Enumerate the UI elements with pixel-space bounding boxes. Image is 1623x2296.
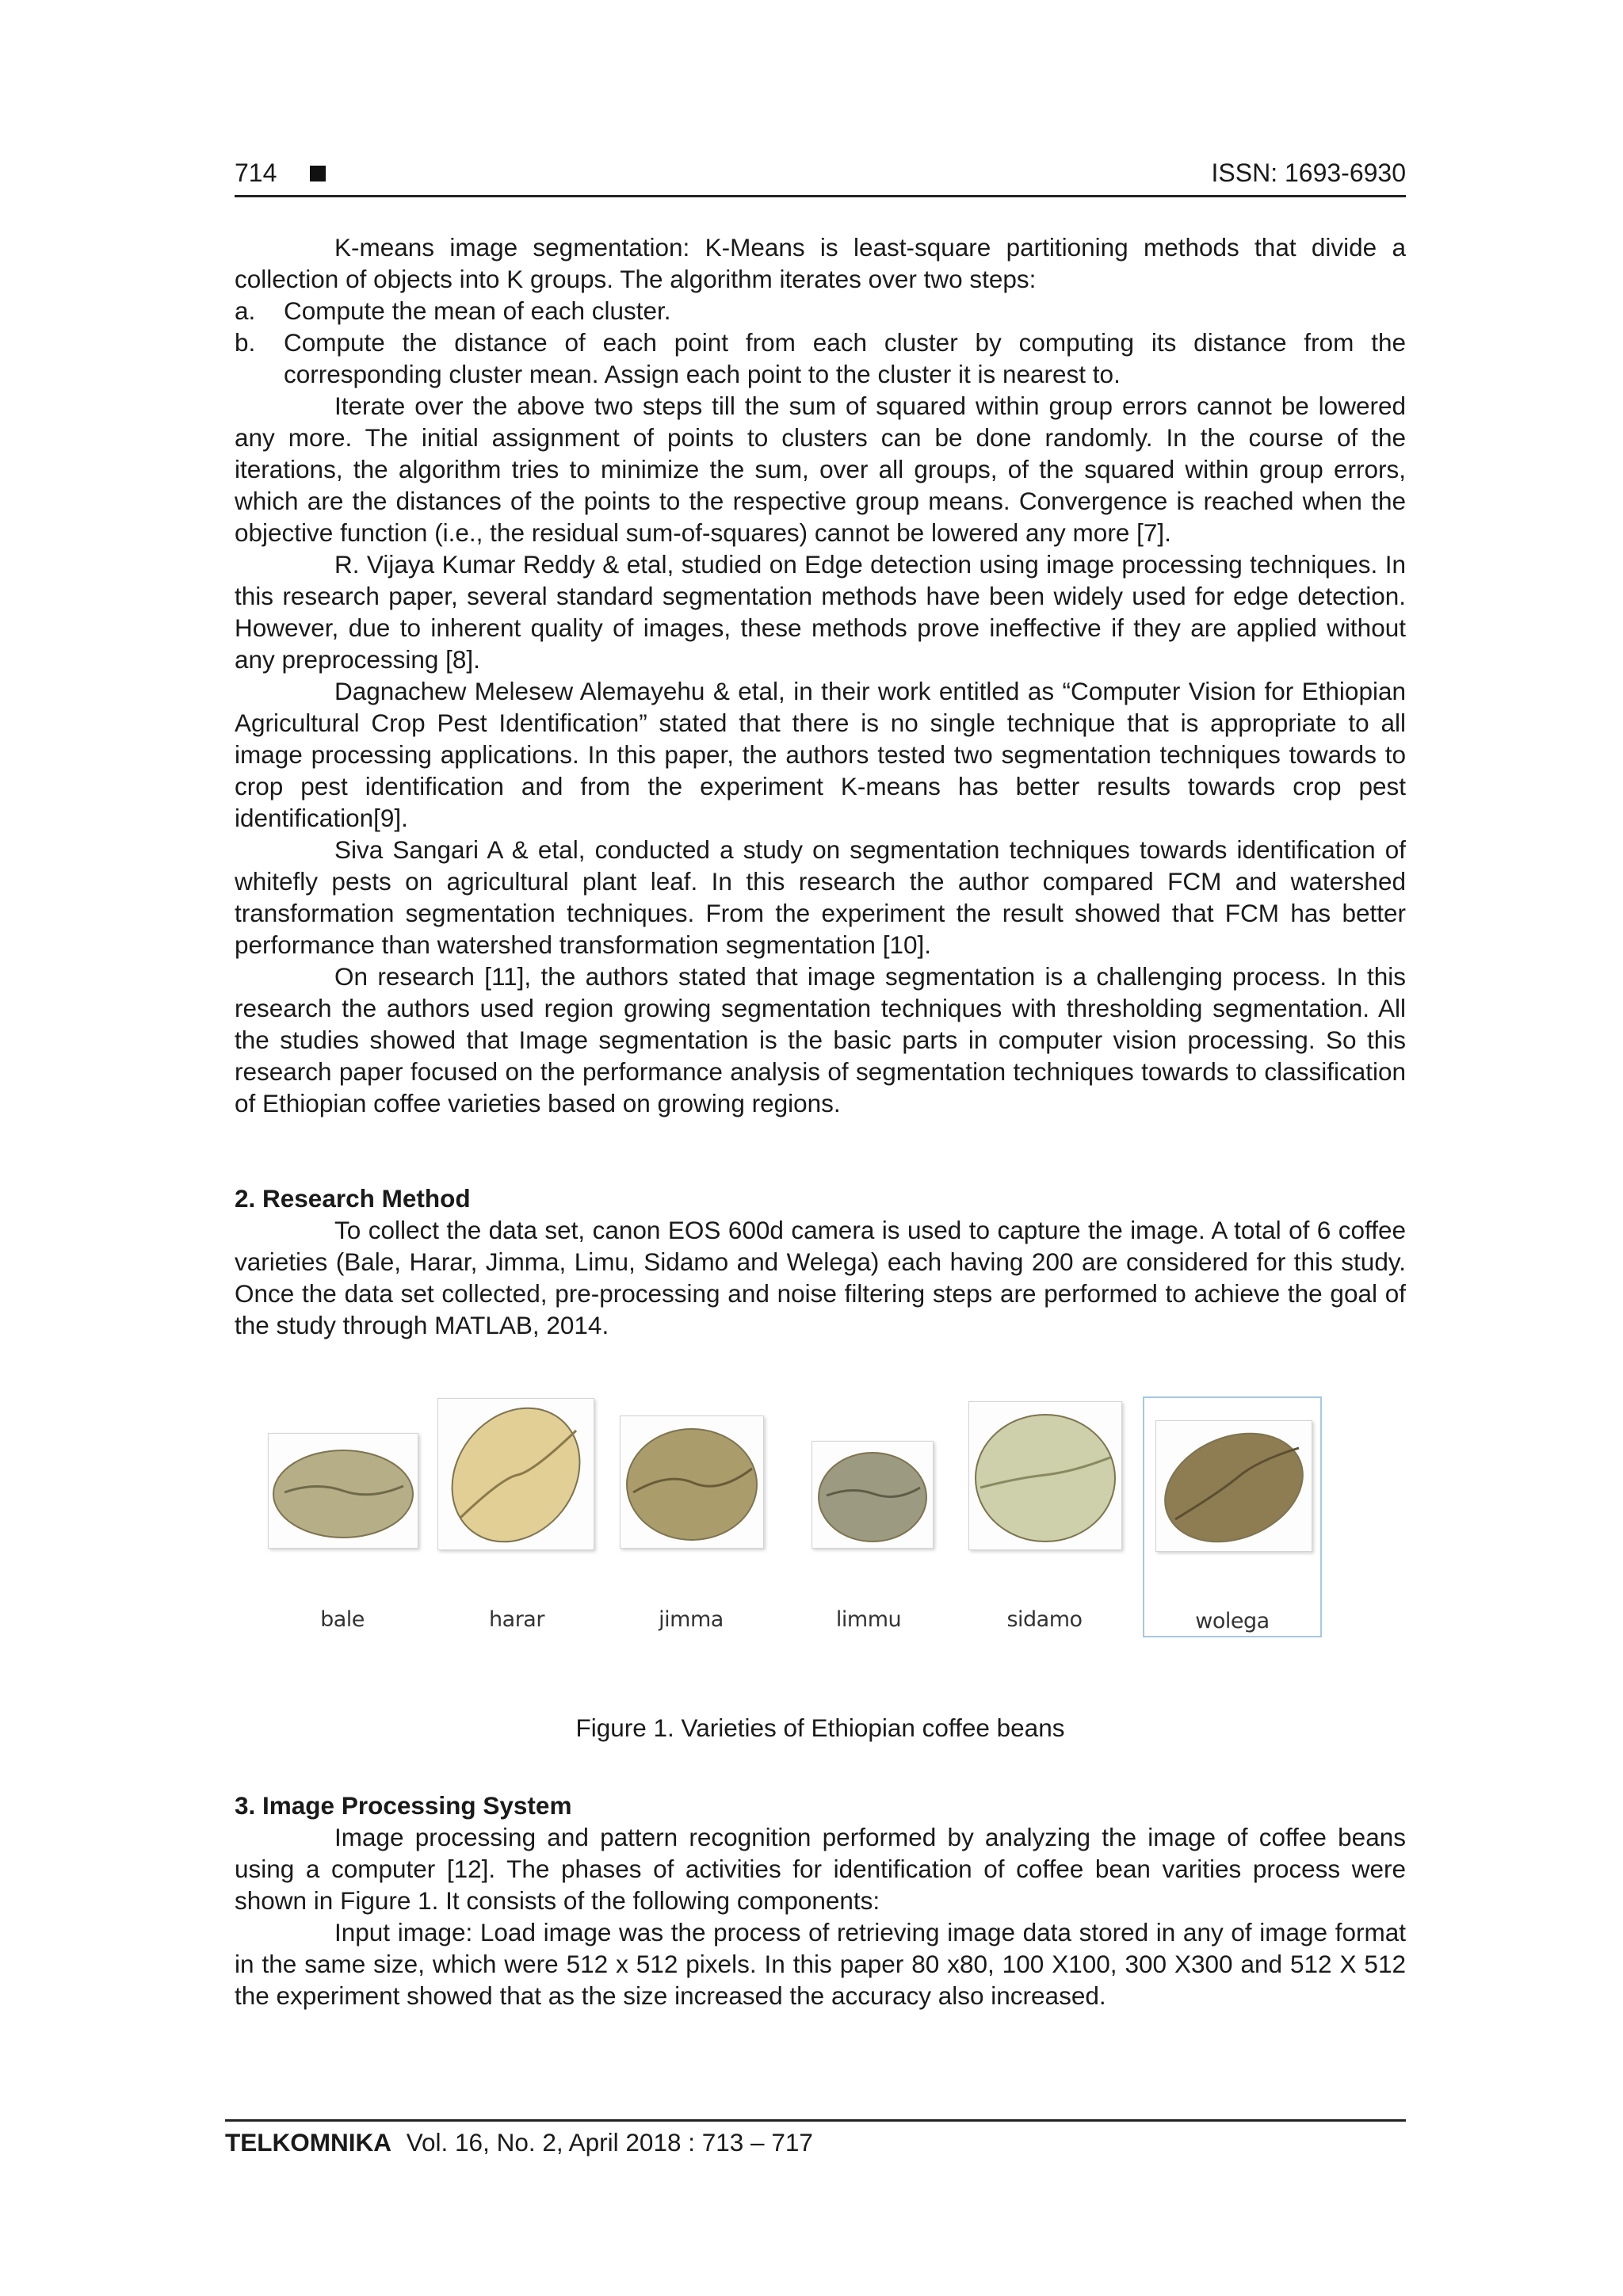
list-marker: b.	[235, 328, 256, 357]
paragraph-dagnachew: Dagnachew Melesew Alemayehu & etal, in their work entitled as “Computer Vision for Ethiopian Agricultural Crop Pest Identification” stated that there is no single technique that is appropriate to all image processing applications. In this paper, the authors tested two segmentation techniques towards to crop pest identification and from the experiment K-means has better results towards crop pest identification[9].	[235, 677, 1406, 832]
bean-label: jimma	[659, 1607, 724, 1632]
section-3-heading: 3. Image Processing System	[235, 1791, 572, 1820]
list-text: Compute the mean of each cluster.	[284, 296, 671, 325]
bean-card-wolega	[1143, 1396, 1322, 1637]
paragraph-reddy: R. Vijaya Kumar Reddy & etal, studied on Edge detection using image processing techniques. In this research paper, several standard segmentation methods have been widely used for edge detection. However, due to inherent quality of images, these methods prove ineffective if they are applied without any preprocessing [8].	[235, 550, 1406, 674]
journal-name: TELKOMNIKA	[225, 2128, 391, 2157]
bean-image	[812, 1442, 933, 1548]
bean-card-jimma	[612, 1396, 770, 1637]
list-item-step-b	[235, 327, 1406, 390]
bean-image	[621, 1416, 763, 1548]
page-number: 714	[235, 159, 277, 187]
paragraph-iterate: Iterate over the above two steps till the sum of squared within group errors cannot be lowered any more. The initial assignment of points to clusters can be done randomly. In the course of the iterations, the algorithm tries to minimize the sum, over all groups, of the squared within group errors, which are the distances of the points to the respective group means. Convergence is reached when the objective function (i.e., the residual sum-of-squares) cannot be lowered any more [7].	[235, 392, 1406, 547]
figure-caption: Figure 1. Varieties of Ethiopian coffee beans	[575, 1713, 1065, 1742]
section-3-text-2: Input image: Load image was the process of retrieving image data stored in any of image format in the same size, which were 512 x 512 pixels. In this paper 80 x80, 100 X100, 300 X300 and 512 X 512 the experiment showed that as the size increased the accuracy also increased.	[235, 1918, 1406, 2010]
bean-label: limmu	[835, 1607, 902, 1632]
paragraph-research-11: On research [11], the authors stated that image segmentation is a challenging process. In this research the authors used region growing segmentation techniques with thresholding segmentation. All the studies showed that Image segmentation is the basic parts in computer vision processing. So this research paper focused on the performance analysis of segmentation techniques towards to classification of Ethiopian coffee varieties based on growing regions.	[235, 962, 1406, 1117]
page-body	[235, 231, 1406, 2011]
figure-coffee-beans	[235, 1396, 1406, 1642]
bean-image-frame	[812, 1441, 934, 1549]
bean-shape	[819, 1453, 926, 1541]
square-bullet-icon	[310, 166, 326, 181]
bean-card-bale	[263, 1396, 422, 1637]
bean-image-frame	[268, 1433, 418, 1549]
bean-card-sidamo	[965, 1396, 1124, 1637]
bean-image	[438, 1399, 594, 1549]
journal-citation: Vol. 16, No. 2, April 2018 : 713 – 717	[406, 2128, 813, 2157]
bean-shape	[1156, 1421, 1312, 1551]
bean-image	[969, 1402, 1121, 1549]
section-3-text-1: Image processing and pattern recognition performed by analyzing the image of coffee beans using a computer [12]. The phases of activities for identification of coffee bean varities process were shown in Figure 1. It consists of the following components:	[235, 1823, 1406, 1915]
bean-image-frame	[620, 1415, 764, 1549]
bean-label: sidamo	[1006, 1607, 1083, 1632]
bean-image	[1156, 1421, 1312, 1551]
page-header	[235, 155, 1406, 197]
list-text: Compute the distance of each point from each cluster by computing its distance from the corresponding cluster mean. Assign each point to the cluster it is nearest to.	[284, 328, 1406, 388]
bean-card-limmu	[789, 1396, 948, 1637]
bean-label: wolega	[1195, 1609, 1270, 1633]
page-footer	[225, 2119, 1406, 2157]
bean-card-harar	[437, 1396, 596, 1637]
bean-image-frame	[968, 1401, 1122, 1550]
bean-label: harar	[489, 1607, 544, 1632]
bean-shape	[273, 1450, 413, 1538]
bean-image-frame	[1155, 1420, 1312, 1552]
paragraph-kmeans-intro: K-means image segmentation: K-Means is least-square partitioning methods that divide a collection of objects into K groups. The algorithm iterates over two steps:	[235, 233, 1406, 293]
bean-label: bale	[320, 1607, 365, 1632]
list-item-step-a	[235, 295, 1406, 327]
paragraph-siva: Siva Sangari A & etal, conducted a study on segmentation techniques towards identification of whitefly pests on agricultural plant leaf. In this research the author compared FCM and watershed transformation segmentation techniques. From the experiment the result showed that FCM has better performance than watershed transformation segmentation [10].	[235, 835, 1406, 959]
bean-image	[269, 1434, 418, 1548]
list-marker: a.	[235, 296, 256, 325]
bean-image-frame	[437, 1398, 594, 1550]
section-2-heading: 2. Research Method	[235, 1184, 471, 1213]
section-2-text: To collect the data set, canon EOS 600d camera is used to capture the image. A total of 6 coffee varieties (Bale, Harar, Jimma, Limu, Sidamo and Welega) each having 200 are considered for this study. Once the data set collected, pre-processing and noise filtering steps are performed to achieve the goal of the study through MATLAB, 2014.	[235, 1216, 1406, 1339]
issn-label: ISSN: 1693-6930	[1211, 159, 1406, 187]
bean-shape	[976, 1415, 1115, 1541]
